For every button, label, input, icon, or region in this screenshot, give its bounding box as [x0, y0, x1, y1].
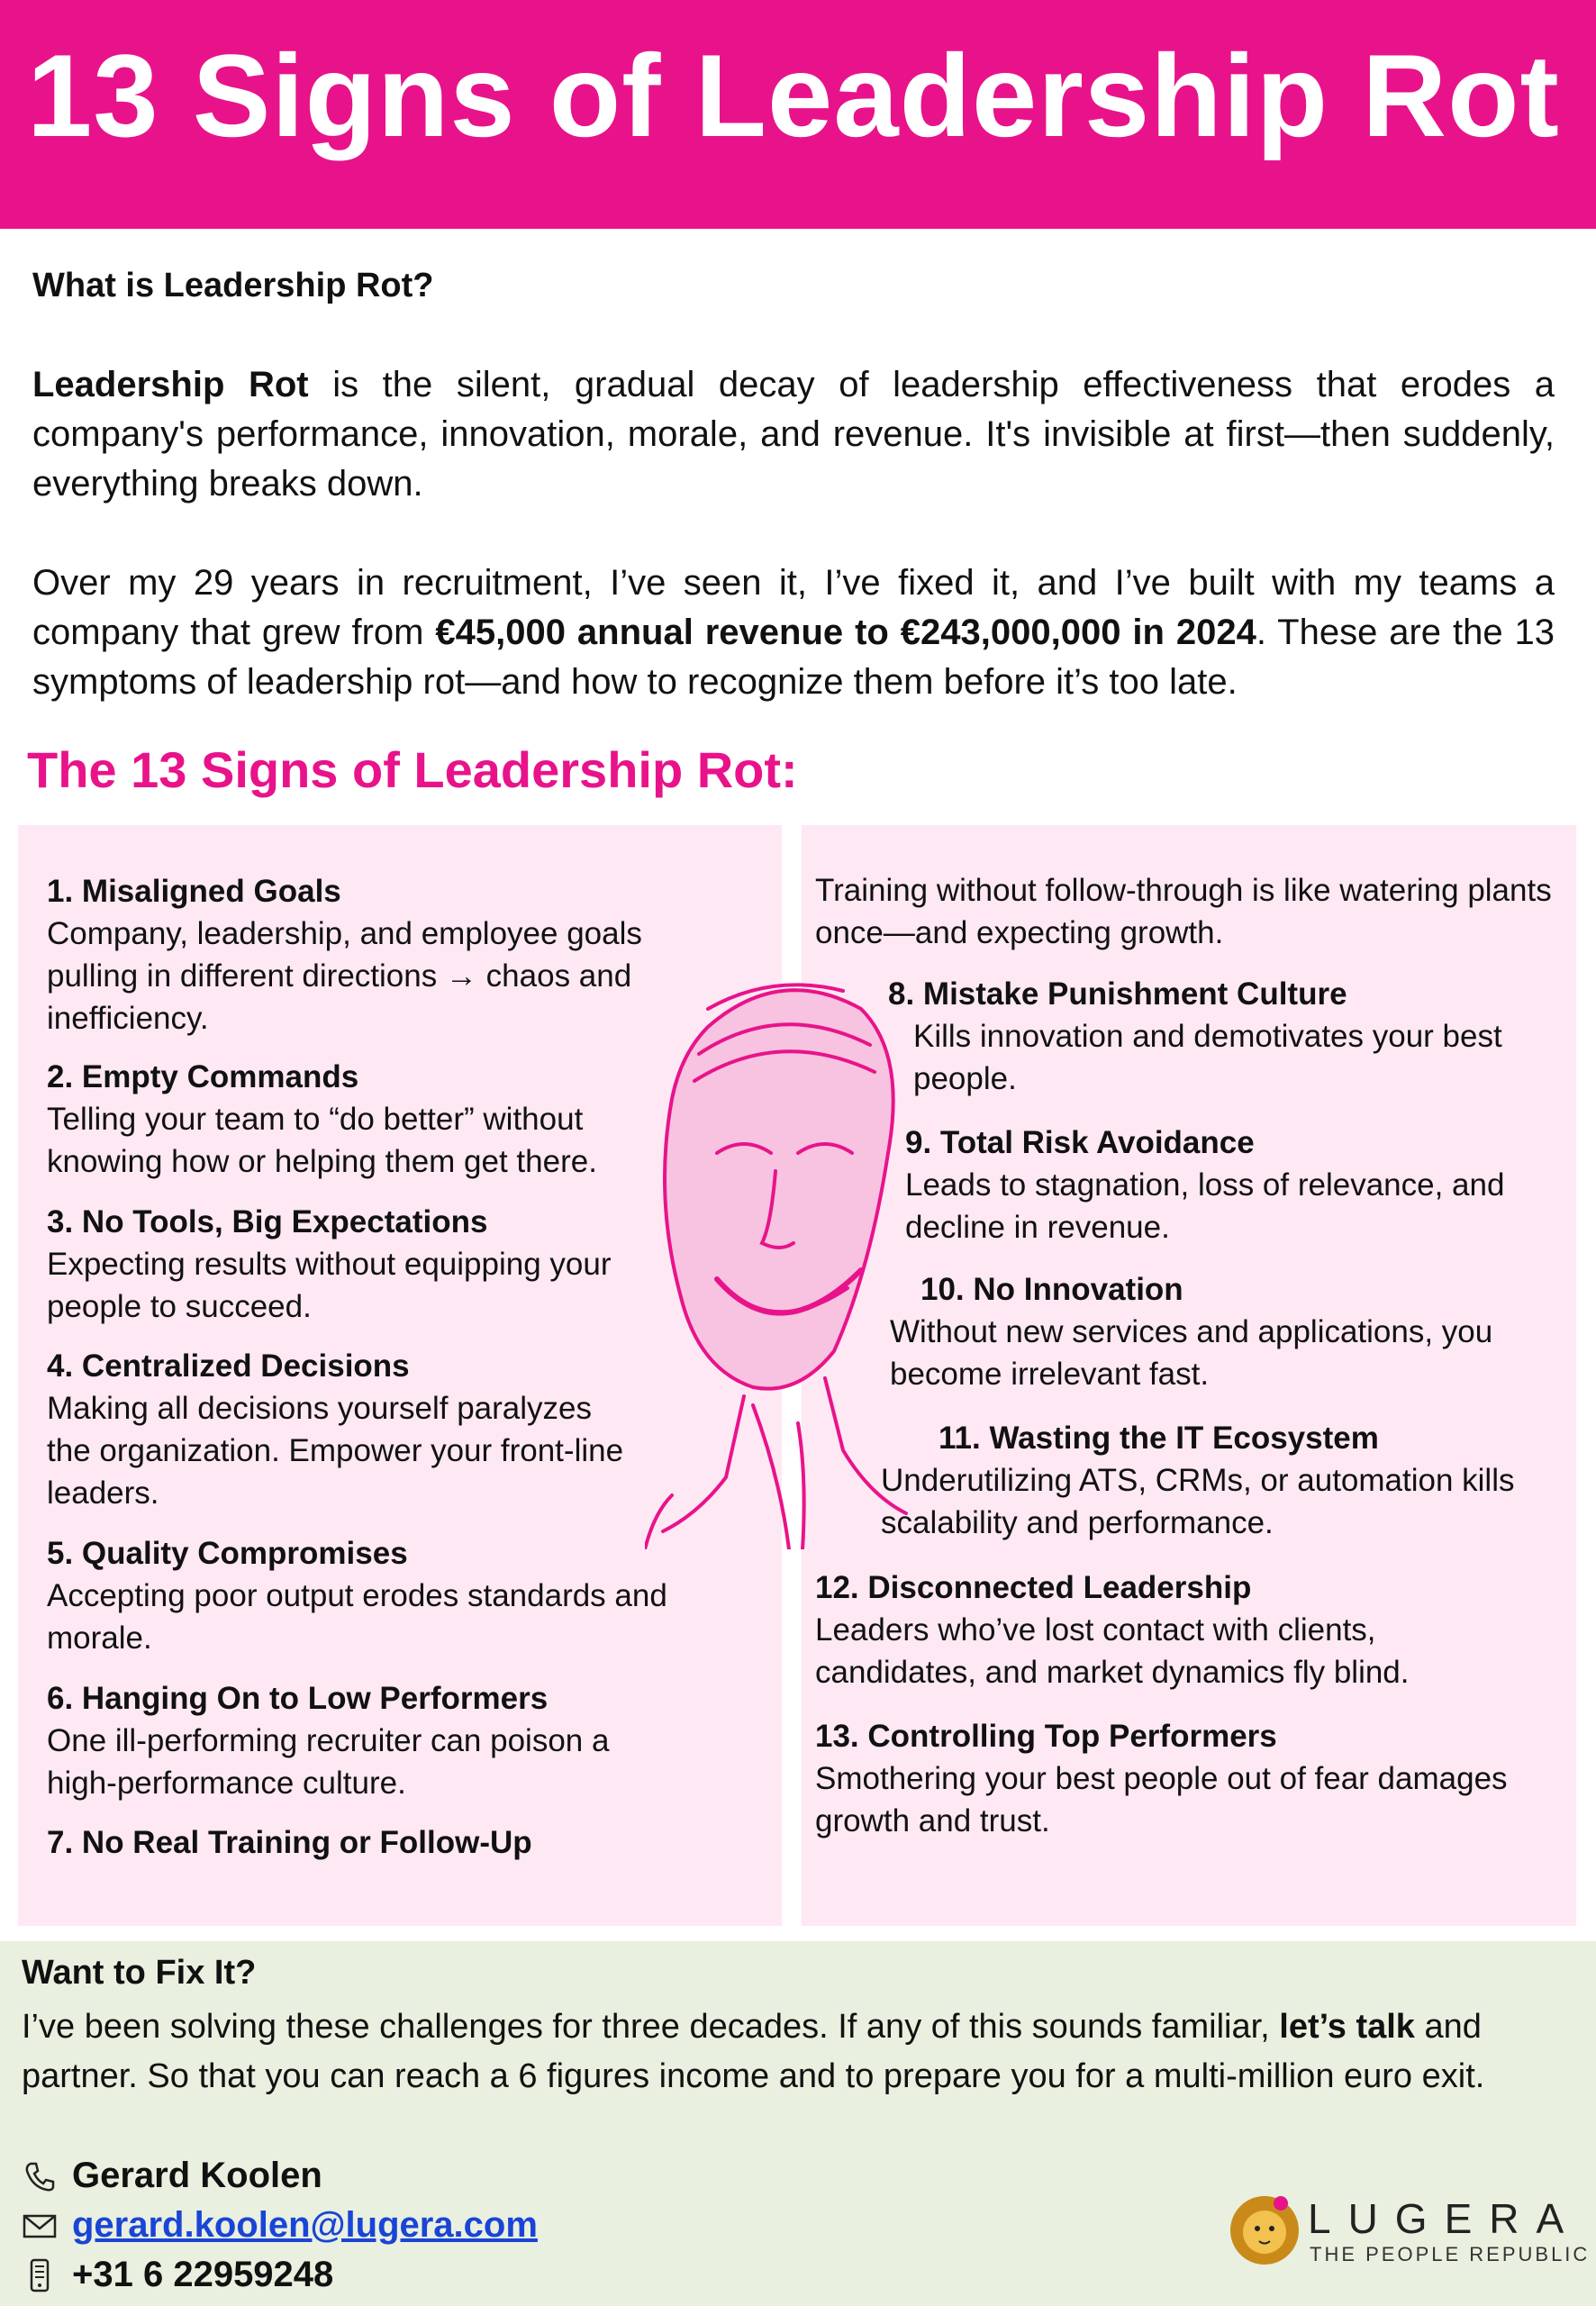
sign-item — [47, 1821, 677, 1864]
intro-paragraph-1 — [32, 360, 1555, 509]
sign-description: Company, leadership, and employee goals pulling in different directions → chaos and inefficiency. — [47, 916, 642, 1036]
sign-item — [47, 1056, 677, 1183]
signs-heading: The 13 Signs of Leadership Rot: — [27, 741, 798, 798]
sign-description: One ill-performing recruiter can poison a high-performance culture. — [47, 1723, 610, 1801]
sign-description: Kills innovation and demotivates your best people. — [913, 1019, 1502, 1096]
footer-title: Want to Fix It? — [22, 1954, 257, 1992]
sign-description: Leaders who’ve lost contact with clients, candidates, and market dynamics fly blind. — [815, 1612, 1410, 1690]
logo-wordmark: LUGERA — [1308, 2195, 1582, 2242]
sign-title: 1. Misaligned Goals — [47, 874, 341, 909]
sign-title: 4. Centralized Decisions — [47, 1348, 410, 1384]
footer-body — [22, 2002, 1562, 2102]
sign-title: 3. No Tools, Big Expectations — [47, 1204, 488, 1239]
phone-icon — [22, 2158, 58, 2194]
envelope-icon — [22, 2208, 58, 2244]
sign-item — [815, 1566, 1500, 1693]
sign-description: Telling your team to “do better” without knowing how or helping them get there. — [47, 1102, 597, 1179]
lion-logo-icon — [1227, 2189, 1302, 2270]
footer-body-end: and partner. So that you can reach a 6 figures income and to prepare you for a multi-million euro exit. — [22, 2008, 1485, 2095]
sign-item — [47, 1201, 677, 1328]
intro-p2-start: Over my 29 years in recruitment, I’ve seen it, I’ve fixed it, and I’ve built with my teams a company that grew from — [32, 563, 1555, 652]
intro-definition: is the silent, gradual decay of leadership effectiveness that erodes a company's performance, innovation, morale, and revenue. It's invisible at first—then suddenly, everything breaks down. — [32, 365, 1555, 504]
sign-item-continued — [815, 869, 1554, 954]
sign-item — [905, 1121, 1554, 1248]
footer-body-start: I’ve been solving these challenges for three decades. If any of this sounds familiar, — [22, 2008, 1280, 2046]
sign-item — [890, 1268, 1547, 1395]
contact-email-row — [22, 2205, 538, 2246]
intro-term: Leadership Rot — [32, 365, 309, 404]
sign-description: Underutilizing ATS, CRMs, or automation kills scalability and performance. — [881, 1463, 1515, 1540]
sign-title: 10. No Innovation — [920, 1272, 1183, 1307]
intro-paragraph-2 — [32, 558, 1555, 707]
sign-description: Training without follow-through is like watering plants once—and expecting growth. — [815, 873, 1552, 950]
sign-title: 2. Empty Commands — [47, 1059, 359, 1094]
logo-tagline: THE PEOPLE REPUBLIC — [1310, 2243, 1591, 2265]
lugera-logo — [1227, 2189, 1591, 2279]
contact-phone-row — [22, 2255, 333, 2295]
sign-item — [47, 1532, 731, 1659]
mobile-phone-icon — [22, 2257, 58, 2293]
sign-item — [815, 1715, 1554, 1842]
sign-description: Without new services and applications, you become irrelevant fast. — [890, 1314, 1493, 1392]
intro-question: What is Leadership Rot? — [32, 267, 434, 304]
contact-name: Gerard Koolen — [72, 2156, 322, 2195]
sign-title: 7. No Real Training or Follow-Up — [47, 1825, 532, 1860]
sign-item — [881, 1417, 1556, 1544]
contact-email-link[interactable]: gerard.koolen@lugera.com — [72, 2205, 538, 2245]
sign-title: 8. Mistake Punishment Culture — [888, 976, 1347, 1012]
footer-body-bold: let’s talk — [1279, 2008, 1415, 2046]
page-title: 13 Signs of Leadership Rot — [27, 30, 1560, 161]
caricature-illustration — [645, 973, 915, 1549]
sign-description: Leads to stagnation, loss of relevance, and decline in revenue. — [905, 1167, 1505, 1245]
intro-p2-end: . These are the 13 symptoms of leadership rot—and how to recognize them before it’s too late. — [32, 613, 1555, 702]
sign-item — [47, 1345, 632, 1514]
sign-item — [888, 973, 1555, 1100]
sign-description: Smothering your best people out of fear damages growth and trust. — [815, 1761, 1508, 1838]
sign-title: 6. Hanging On to Low Performers — [47, 1681, 549, 1716]
sign-description: Making all decisions yourself paralyzes the organization. Empower your front-line leaders. — [47, 1391, 624, 1511]
intro-section — [32, 261, 1555, 707]
sign-description: Expecting results without equipping your people to succeed. — [47, 1247, 612, 1324]
sign-title: 5. Quality Compromises — [47, 1536, 408, 1571]
contact-phone: +31 6 22959248 — [72, 2255, 334, 2294]
sign-item — [47, 1677, 677, 1804]
contact-name-row — [22, 2156, 322, 2196]
sign-title: 9. Total Risk Avoidance — [905, 1125, 1255, 1160]
sign-title: 13. Controlling Top Performers — [815, 1719, 1277, 1754]
sign-title: 11. Wasting the IT Ecosystem — [939, 1421, 1379, 1456]
sign-description: Accepting poor output erodes standards and morale. — [47, 1578, 667, 1656]
sign-item — [47, 870, 695, 1040]
title-banner — [0, 0, 1596, 229]
sign-title: 12. Disconnected Leadership — [815, 1570, 1252, 1605]
revenue-highlight: €45,000 annual revenue to €243,000,000 in 2024 — [435, 613, 1256, 652]
